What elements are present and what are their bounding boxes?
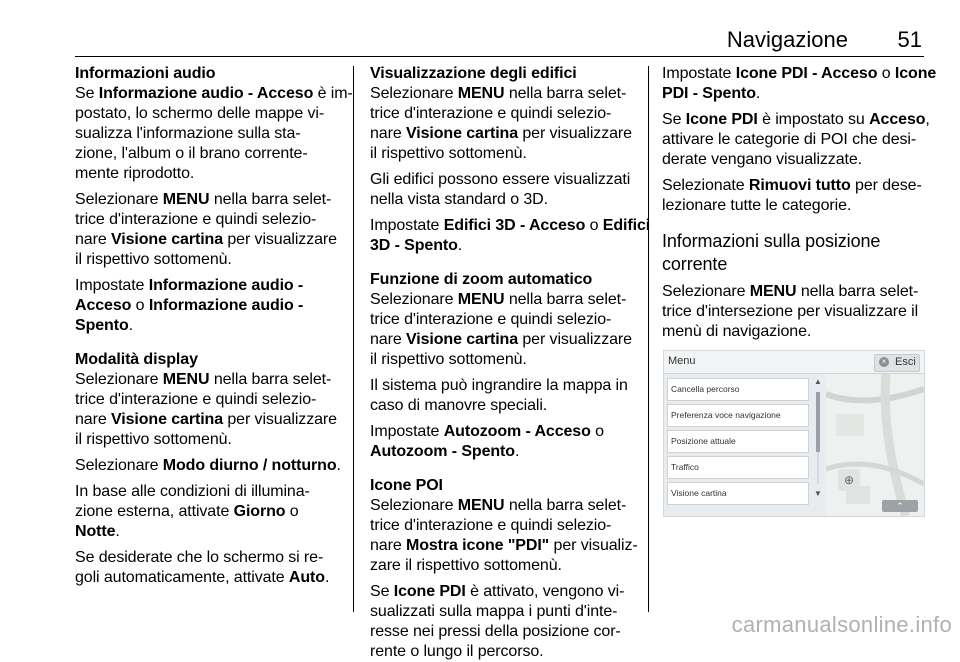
column-1: Informazioni audio Se Informazione audio - Acceso è im- postato, lo schermo delle mappe vi- sualizza l'informazione sulla sta- zione, l'album o il brano corrente- mente riprodotto. Selezionare MENU nella barra selet- trice d'interazione e quindi selezio- nare Visione cartina per visualizzare il rispettivo sottomenù. Impostate Informazione audio - Acceso o Informazione audio - Spento. Modalità display Selezionare MENU nella barra selet- trice d'interazione e quindi selezio- nare Visione cartina per visualizzare il rispettivo sottomenù. Selezionare Modo diurno / notturno. In base alle condizioni di illumina- zione esterna, attivate Giorno o Notte. Se desiderate che lo schermo si re- goli automaticamente, attivate Auto. xyxy=(75,65,353,586)
navigation-menu-screenshot xyxy=(663,350,925,517)
map-roads xyxy=(826,374,924,516)
column-divider-1 xyxy=(353,66,354,612)
menu-scrollbar[interactable] xyxy=(814,378,822,498)
screen-top-bar xyxy=(664,351,924,374)
section-heading-autozoom: Funzione di zoom automatico xyxy=(370,271,593,288)
screen-title: Menu xyxy=(668,355,696,367)
menu-item-voice-preference[interactable]: Preferenza voce navigazione xyxy=(667,404,809,427)
navigation-crosshair-icon[interactable]: ⊕ xyxy=(838,469,860,491)
menu-list xyxy=(667,378,809,508)
section-heading-audio-info: Informazioni audio xyxy=(75,65,216,82)
section-heading-poi-icons: Icone POI xyxy=(370,477,443,494)
menu-item-cancel-route[interactable]: Cancella percorso xyxy=(667,378,809,401)
map-background xyxy=(826,374,924,516)
exit-label: Esci xyxy=(895,356,916,368)
menu-item-map-view[interactable]: Visione cartina xyxy=(667,482,809,505)
column-divider-2 xyxy=(648,66,649,612)
column-2: Visualizzazione degli edifici Selezionare MENU nella barra selet- trice d'interazione e quindi selezio- nare Visione cartina per visualizzare il rispettivo sottomenù. Gli edifici possono essere visualizzati nella vista standard o 3D. Impostate Edifici 3D - Acceso o Edifici 3D - Spento. Funzione di zoom automatico Selezionare MENU nella barra selet- trice d'interazione e quindi selezio- nare Visione cartina per visualizzare il rispettivo sottomenù. Il sistema può ingrandire la mappa in caso di manovre speciali. Impostate Autozoom - Acceso o Autozoom - Spento. Icone POI Selezionare MENU nella barra selet- trice d'interazione e quindi selezio- nare Mostra icone "PDI" per visualiz- zare il rispettivo sottomenù. Se Icone PDI è attivato, vengono vi- sualizzati sulla mappa i punti d'inte- resse nei pressi della posizione cor- rente o lungo il percorso. xyxy=(370,65,651,660)
column-3: Impostate Icone PDI - Acceso o Icone PDI - Spento. Se Icone PDI è impostato su Acceso, attivare le categorie di POI che desi- derate vengano visualizzate. Selezionate Rimuovi tutto per dese- lezionare tutte le categorie. Informazioni sulla posizione corrente Selezionare MENU nella barra selet- trice d'intersezione per visualizzare il menù di navigazione. xyxy=(662,65,937,340)
header-rule xyxy=(75,56,924,57)
menu-item-current-position[interactable]: Posizione attuale xyxy=(667,430,809,453)
exit-button[interactable] xyxy=(874,354,920,372)
section-heading-buildings: Visualizzazione degli edifici xyxy=(370,65,577,82)
page-number: 51 xyxy=(897,27,922,52)
section-heading-display-mode: Modalità display xyxy=(75,351,198,368)
scrollbar-thumb[interactable] xyxy=(816,392,820,452)
watermark: carmanualsonline.info xyxy=(731,612,952,637)
chevron-up-icon[interactable]: ⌃ xyxy=(882,500,918,512)
scroll-down-icon[interactable]: ▼ xyxy=(814,489,822,498)
scroll-up-icon[interactable]: ▲ xyxy=(814,377,822,386)
x-circle-icon: × xyxy=(879,357,889,367)
menu-item-traffic[interactable]: Traffico xyxy=(667,456,809,479)
header-title: Navigazione xyxy=(726,27,848,52)
section-heading-current-position-2: corrente xyxy=(662,254,728,274)
section-heading-current-position: Informazioni sulla posizione xyxy=(662,231,881,251)
